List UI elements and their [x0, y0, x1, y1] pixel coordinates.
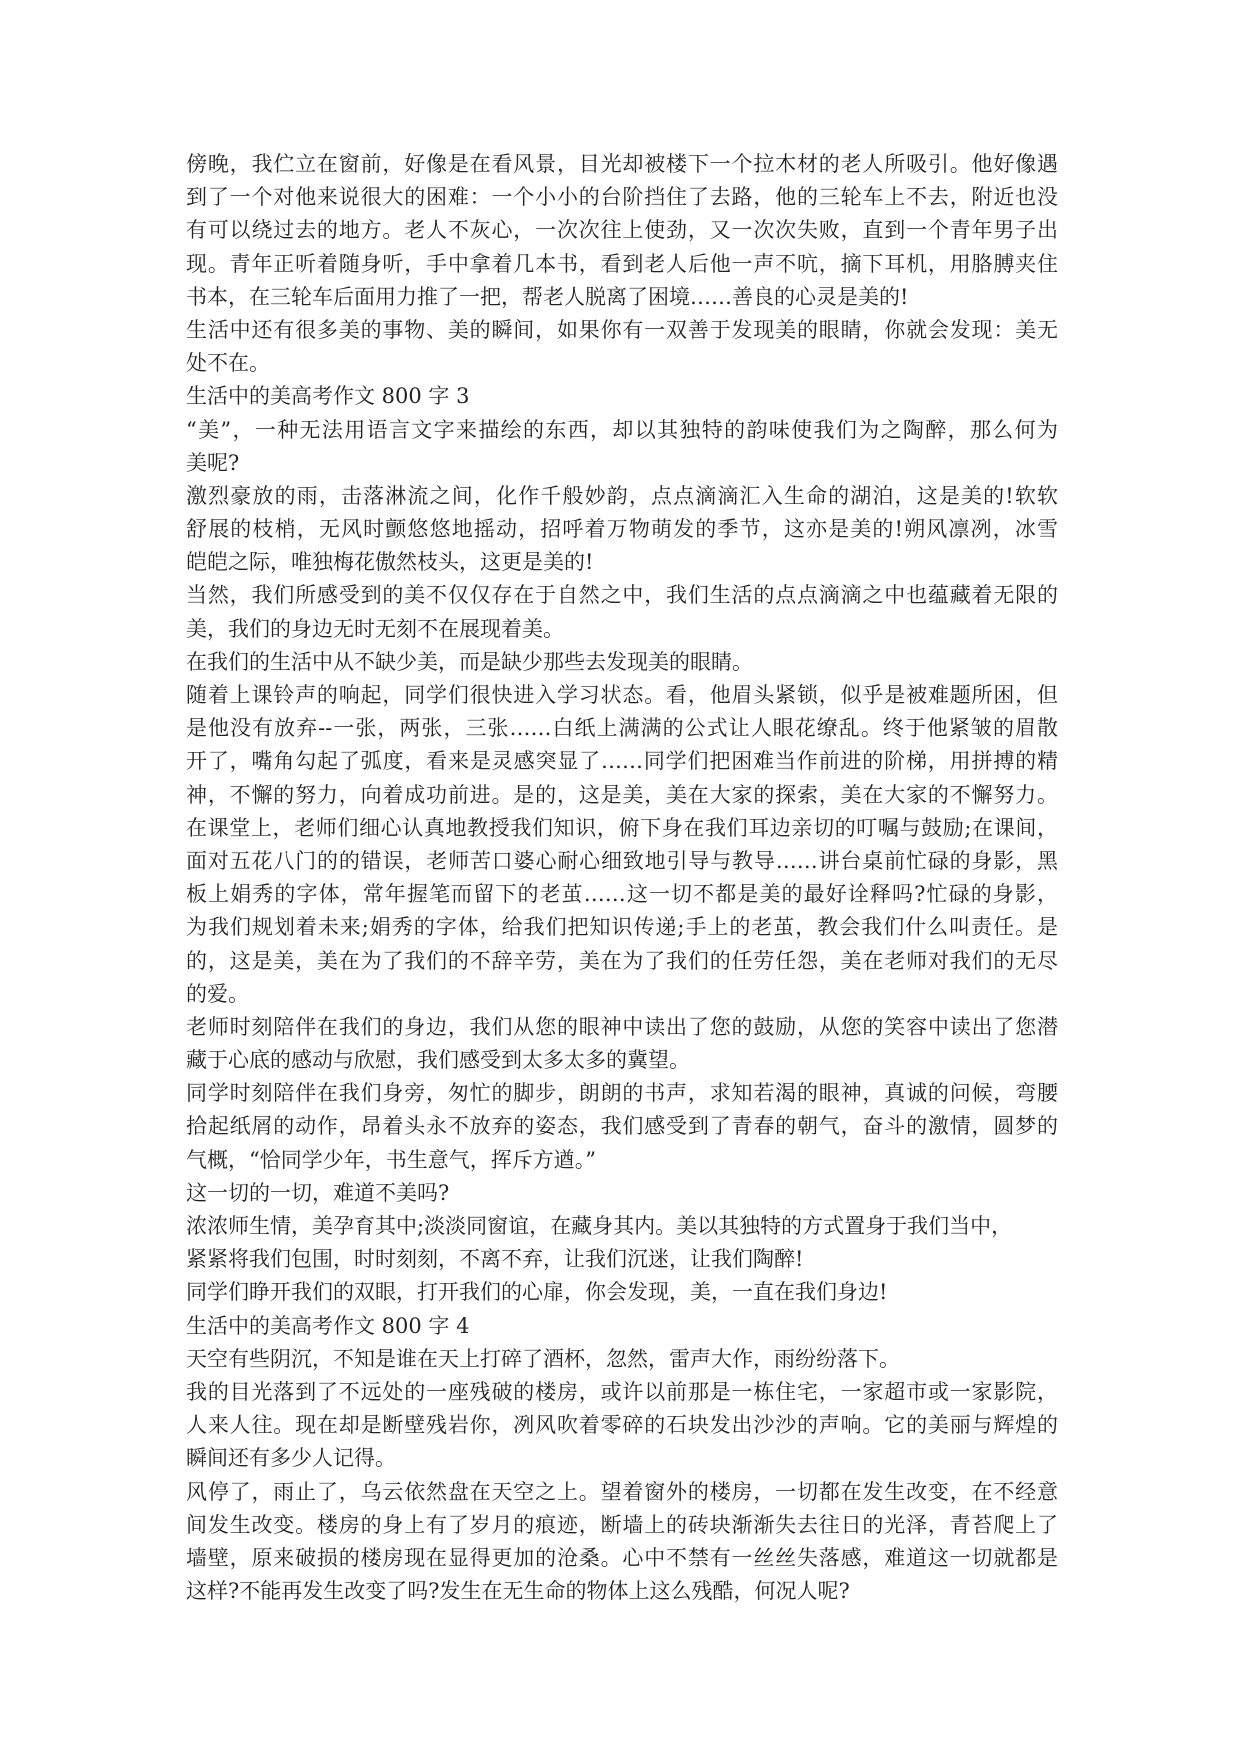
paragraph	[186, 1276, 1058, 1309]
text-line: 间发生改变。楼房的身上有了岁月的痕迹，断墙上的砖块渐渐失去往日的光泽，青苔爬上了	[186, 1512, 1058, 1537]
paragraph	[186, 1177, 1058, 1210]
paragraph	[186, 646, 1058, 679]
text-line: 舒展的枝梢，无风时颤悠悠地摇动，招呼着万物萌发的季节，这亦是美的!朔风凛冽，冰雪	[186, 517, 1058, 542]
text-line: 随着上课铃声的响起，同学们很快进入学习状态。看，他眉头紧锁，似乎是被难题所困，但	[186, 683, 1058, 707]
text-line: 老师时刻陪伴在我们的身边，我们从您的眼神中读出了您的鼓励，从您的笑容中读出了您潜	[186, 1014, 1058, 1039]
text-line: 同学们睁开我们的双眼，打开我们的心扉，你会发现，美，一直在我们身边!	[186, 1280, 888, 1305]
section-heading: 生活中的美高考作文 800 字 4	[186, 1313, 470, 1338]
text-line: 墙壁，原来破损的楼房现在显得更加的沧桑。心中不禁有一丝丝失落感，难道这一切就都是	[186, 1545, 1058, 1570]
paragraph	[186, 480, 1058, 580]
paragraph	[186, 1376, 1058, 1476]
text-line: 皑皑之际，唯独梅花傲然枝头，这更是美的!	[186, 550, 594, 575]
text-line: 美，我们的身边无时无刻不在展现着美。	[186, 616, 564, 641]
paragraph	[186, 579, 1058, 645]
paragraph	[186, 314, 1058, 380]
paragraph	[186, 1476, 1058, 1609]
paragraph	[186, 679, 1058, 812]
paragraph	[186, 1011, 1058, 1077]
text-line: 激烈豪放的雨，击落淋流之间，化作千般妙韵，点点滴滴汇入生命的湖泊，这是美的!软软	[186, 483, 1058, 508]
text-line: 藏于心底的感动与欣慰，我们感受到太多太多的冀望。	[186, 1048, 690, 1073]
text-line: 在我们的生活中从不缺少美，而是缺少那些去发现美的眼睛。	[186, 649, 753, 674]
text-line: 风停了，雨止了，乌云依然盘在天空之上。望着窗外的楼房，一切都在发生改变，在不经意	[186, 1479, 1058, 1504]
text-line: 的爱。	[186, 981, 249, 1006]
text-line: 是他没有放弃--一张，两张，三张……白纸上满满的公式让人眼花缭乱。终于他紧皱的眉散	[186, 716, 1058, 741]
text-line: 当然，我们所感受到的美不仅仅存在于自然之中，我们生活的点点滴滴之中也蕴藏着无限的	[186, 583, 1058, 608]
text-line: 瞬间还有多少人记得。	[186, 1446, 396, 1471]
text-line: 为我们规划着未来;娟秀的字体，给我们把知识传递;手上的老茧，教会我们什么叫责任。是	[186, 915, 1058, 940]
text-line: 浓浓师生情，美孕育其中;淡淡同窗谊，在藏身其内。美以其独特的方式置身于我们当中，	[186, 1214, 1013, 1238]
paragraph	[186, 1210, 1058, 1276]
text-line: 天空有些阴沉，不知是谁在天上打碎了酒杯，忽然，雷声大作，雨纷纷落下。	[186, 1346, 900, 1371]
text-line: 在课堂上，老师们细心认真地教授我们知识，俯下身在我们耳边亲切的叮嘱与鼓励;在课间，	[186, 815, 1058, 840]
text-line: 我的目光落到了不远处的一座残破的楼房，或许以前那是一栋住宅，一家超市或一家影院，	[186, 1379, 1058, 1404]
text-line: 这一切的一切，难道不美吗?	[186, 1180, 450, 1205]
text-line: “美”，一种无法用语言文字来描绘的东西，却以其独特的韵味使我们为之陶醉，那么何为	[186, 417, 1058, 442]
text-line: 傍晚，我伫立在窗前，好像是在看风景，目光却被楼下一个拉木材的老人所吸引。他好像遇	[186, 152, 1058, 176]
text-line: 有可以绕过去的地方。老人不灰心，一次次往上使劲，又一次次失败，直到一个青年男子出	[186, 218, 1058, 243]
text-line: 美呢?	[186, 450, 240, 475]
paragraph	[186, 812, 1058, 1011]
text-line: 板上娟秀的字体，常年握笔而留下的老茧……这一切不都是美的最好诠释吗?忙碌的身影，	[186, 882, 1058, 907]
text-line: 开了，嘴角勾起了弧度，看来是灵感突显了……同学们把困难当作前进的阶梯，用拼搏的精	[186, 749, 1058, 774]
text-line: 同学时刻陪伴在我们身旁，匆忙的脚步，朗朗的书声，求知若渴的眼神，真诚的问候，弯腰	[186, 1081, 1058, 1106]
document-body	[186, 148, 1058, 1608]
text-line: 这样?不能再发生改变了吗?发生在无生命的物体上这么残酷，何况人呢?	[186, 1579, 850, 1604]
text-line: 生活中还有很多美的事物、美的瞬间，如果你有一双善于发现美的眼睛，你就会发现：美无	[186, 317, 1058, 342]
section-heading: 生活中的美高考作文 800 字 3	[186, 384, 470, 409]
text-line: 气概，“恰同学少年，书生意气，挥斥方遒。”	[186, 1147, 596, 1172]
text-line: 面对五花八门的的错误，老师苦口婆心耐心细致地引导与教导……讲台桌前忙碌的身影，黑	[186, 848, 1058, 873]
text-line: 的，这是美，美在为了我们的不辞辛劳，美在为了我们的任劳任怨，美在老师对我们的无尽	[186, 948, 1058, 973]
text-line: 拾起纸屑的动作，昂着头永不放弃的姿态，我们感受到了青春的朝气，奋斗的激情，圆梦的	[186, 1114, 1058, 1139]
text-line: 书本，在三轮车后面用力推了一把，帮老人脱离了困境……善良的心灵是美的!	[186, 284, 909, 309]
paragraph	[186, 1343, 1058, 1376]
essay-4-section	[186, 1310, 1058, 1343]
paragraph	[186, 148, 1058, 314]
text-line: 到了一个对他来说很大的困难：一个小小的台阶挡住了去路，他的三轮车上不去，附近也没	[186, 185, 1058, 210]
text-line: 现。青年正听着随身听，手中拿着几本书，看到老人后他一声不吭，摘下耳机，用胳膊夹住	[186, 251, 1058, 276]
paragraph	[186, 1077, 1058, 1177]
essay-3-section	[186, 380, 1058, 413]
text-line: 紧紧将我们包围，时时刻刻，不离不弃，让我们沉迷，让我们陶醉!	[186, 1247, 804, 1272]
text-line: 人来人往。现在却是断壁残岩你，冽风吹着零碎的石块发出沙沙的声响。它的美丽与辉煌的	[186, 1413, 1058, 1438]
text-line: 神，不懈的努力，向着成功前进。是的，这是美，美在大家的探索，美在大家的不懈努力。	[186, 782, 1058, 807]
paragraph	[186, 414, 1058, 480]
text-line: 处不在。	[186, 351, 270, 376]
